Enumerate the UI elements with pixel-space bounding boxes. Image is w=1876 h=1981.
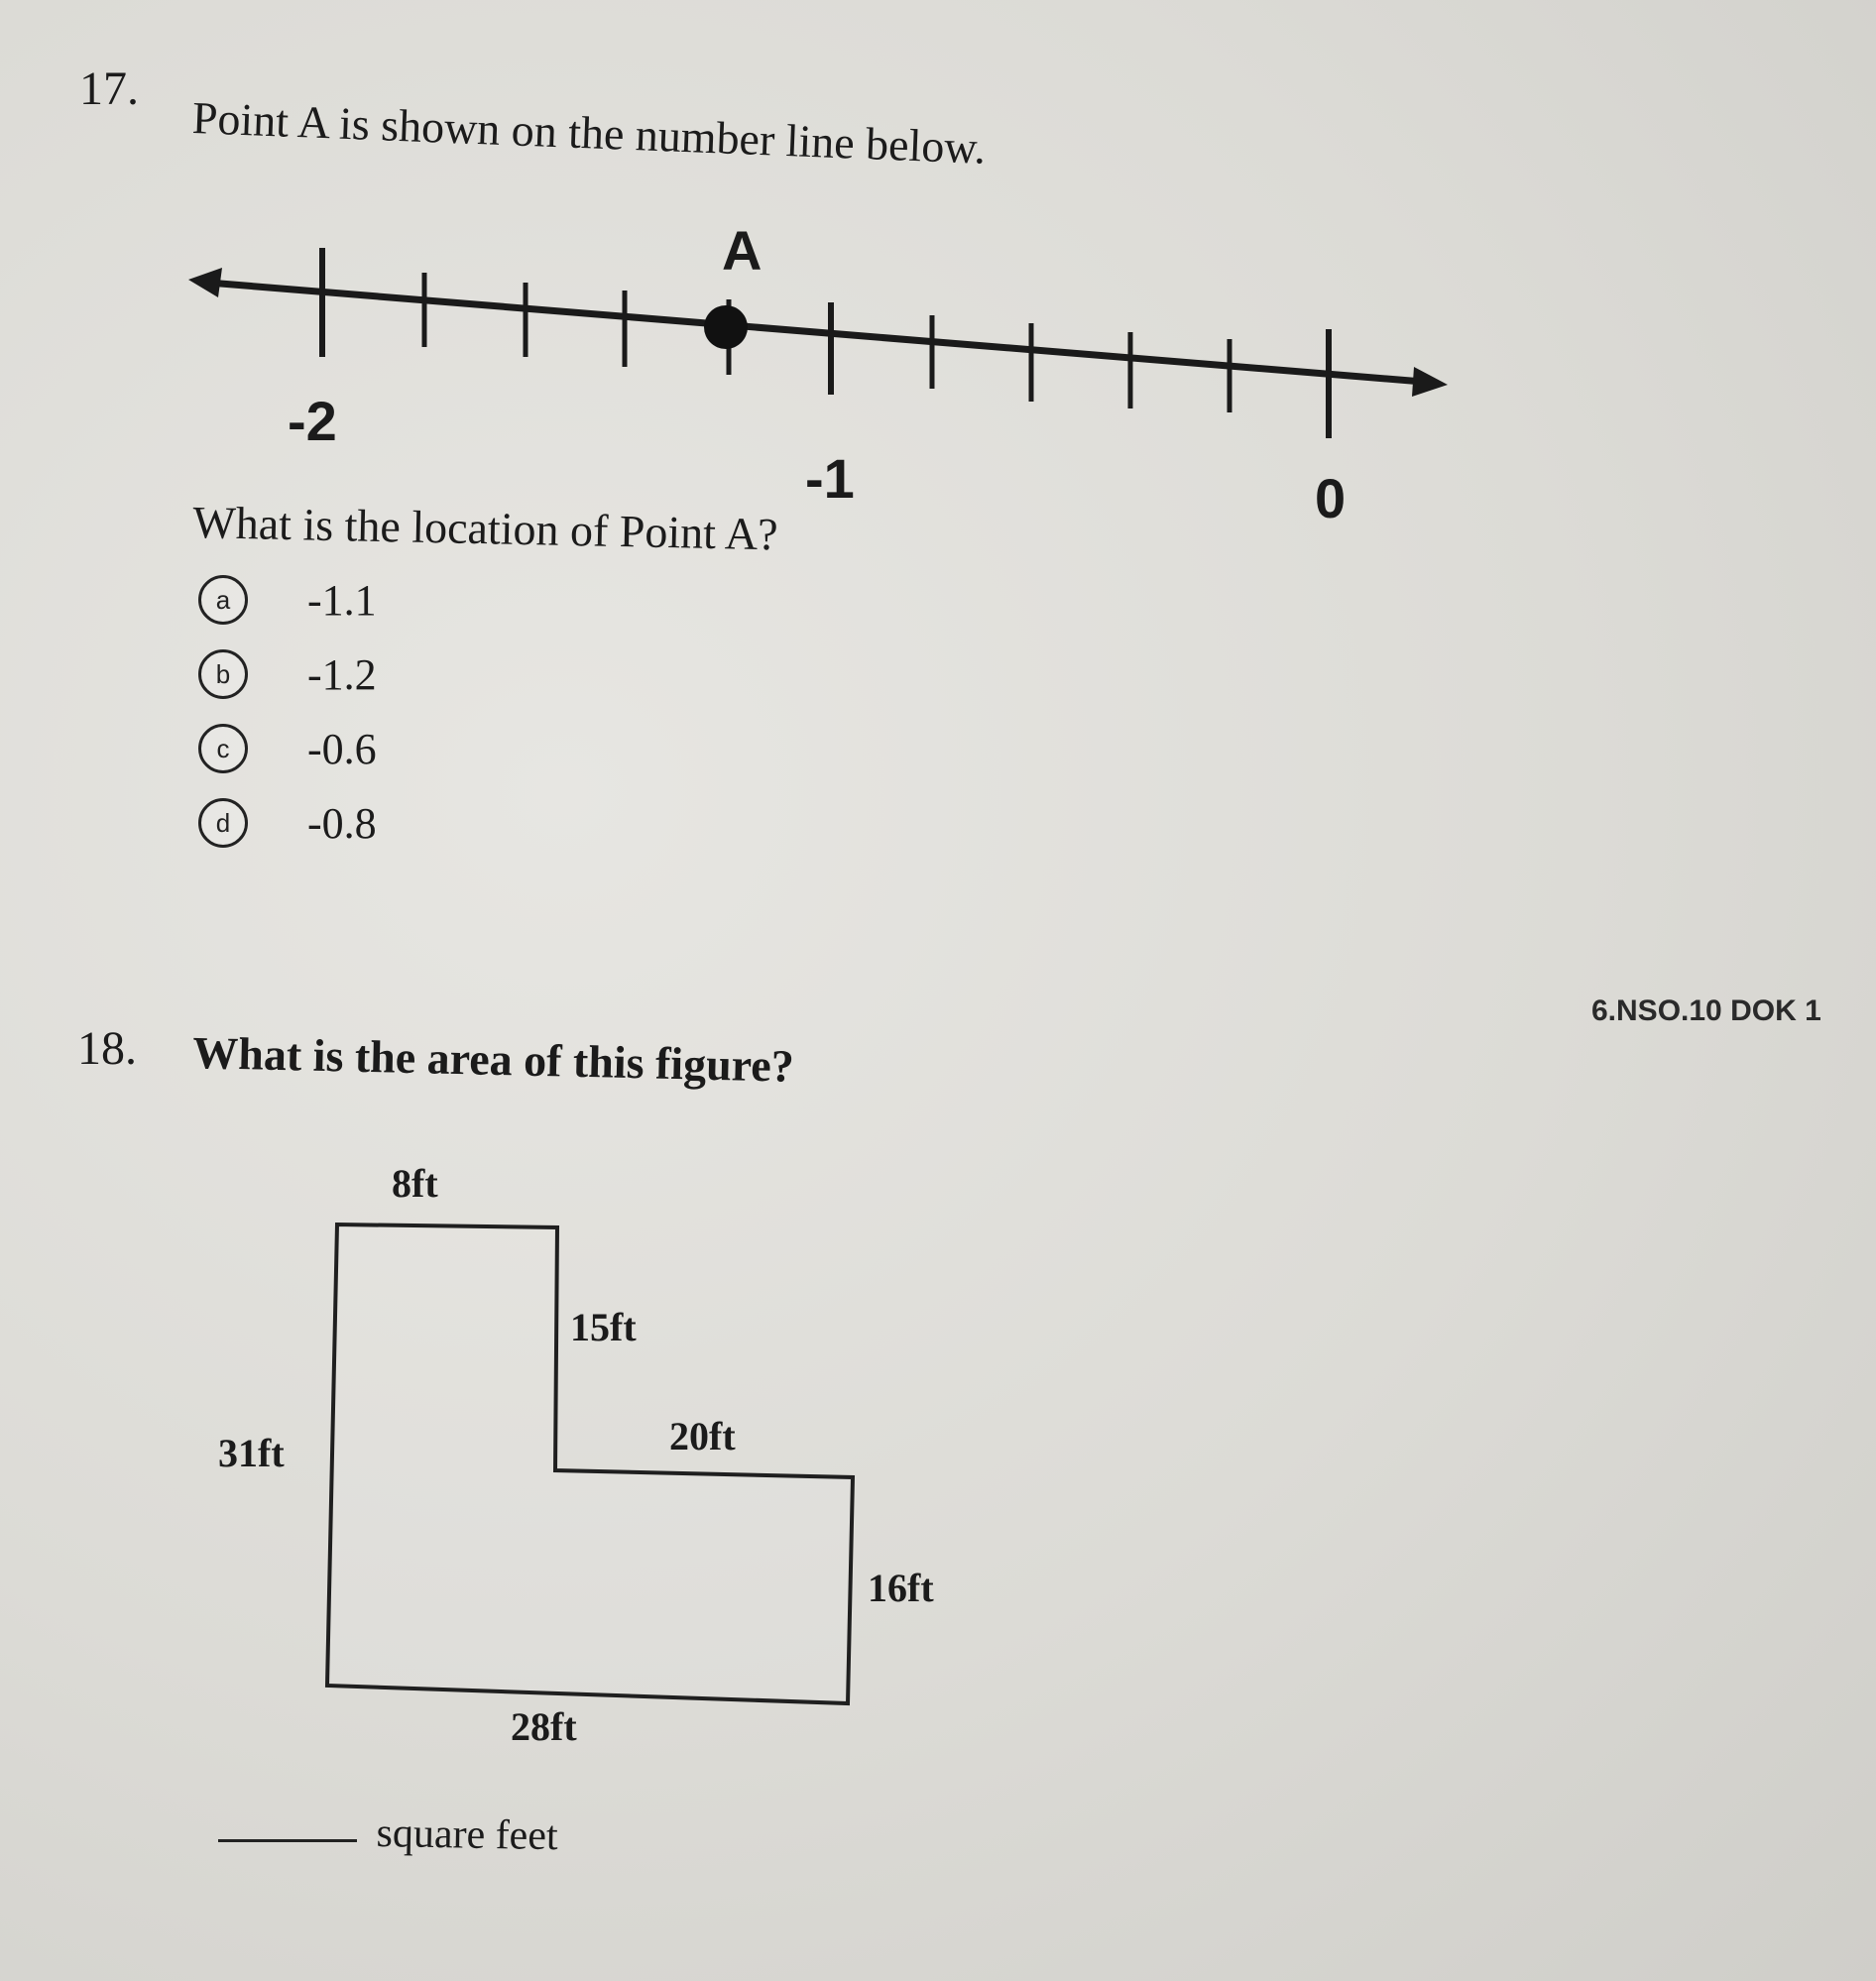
choice-c-value: -0.6 (307, 724, 377, 773)
l-shape-outline (327, 1224, 853, 1703)
question-17-prompt: Point A is shown on the number line below. (191, 91, 988, 174)
question-17-text: What is the location of Point A? (191, 496, 779, 560)
dim-right: 16ft (868, 1566, 934, 1610)
dim-inner-vertical: 15ft (570, 1305, 637, 1349)
choice-a-value: -1.1 (307, 575, 377, 625)
number-line-axis (208, 283, 1423, 382)
tick-label-neg2: -2 (288, 390, 337, 452)
tick-label-0: 0 (1315, 467, 1347, 529)
answer-blank[interactable] (218, 1839, 357, 1842)
question-17-number: 17. (79, 62, 139, 115)
choice-a-bubble[interactable]: a (198, 575, 248, 625)
choice-c[interactable] (198, 719, 377, 778)
dim-left: 31ft (218, 1431, 285, 1475)
choice-d-value: -0.8 (307, 798, 377, 848)
choice-b-value: -1.2 (307, 649, 377, 699)
choice-d[interactable] (198, 793, 377, 853)
left-arrow-icon (188, 268, 222, 297)
choice-d-bubble[interactable]: d (198, 798, 248, 848)
choice-b[interactable] (198, 644, 377, 704)
dim-bottom: 28ft (511, 1704, 577, 1749)
point-a-label: A (722, 219, 762, 282)
question-18-text: What is the area of this figure? (191, 1026, 795, 1092)
choice-b-bubble[interactable]: b (198, 649, 248, 699)
dim-top: 8ft (392, 1161, 438, 1206)
choice-c-bubble[interactable]: c (198, 724, 248, 773)
l-shape-figure (198, 1140, 992, 1735)
tick-label-neg1: -1 (805, 447, 855, 510)
number-line-ticks (322, 248, 1329, 438)
right-arrow-icon (1412, 367, 1448, 397)
answer-unit: square feet (376, 1809, 559, 1860)
point-a-dot (704, 305, 748, 349)
choice-a[interactable] (198, 570, 377, 630)
standard-code: 6.NSO.10 DOK 1 (1591, 994, 1821, 1027)
number-line (188, 218, 1467, 456)
question-18-number: 18. (77, 1022, 137, 1075)
dim-inner-horizontal: 20ft (669, 1414, 736, 1458)
